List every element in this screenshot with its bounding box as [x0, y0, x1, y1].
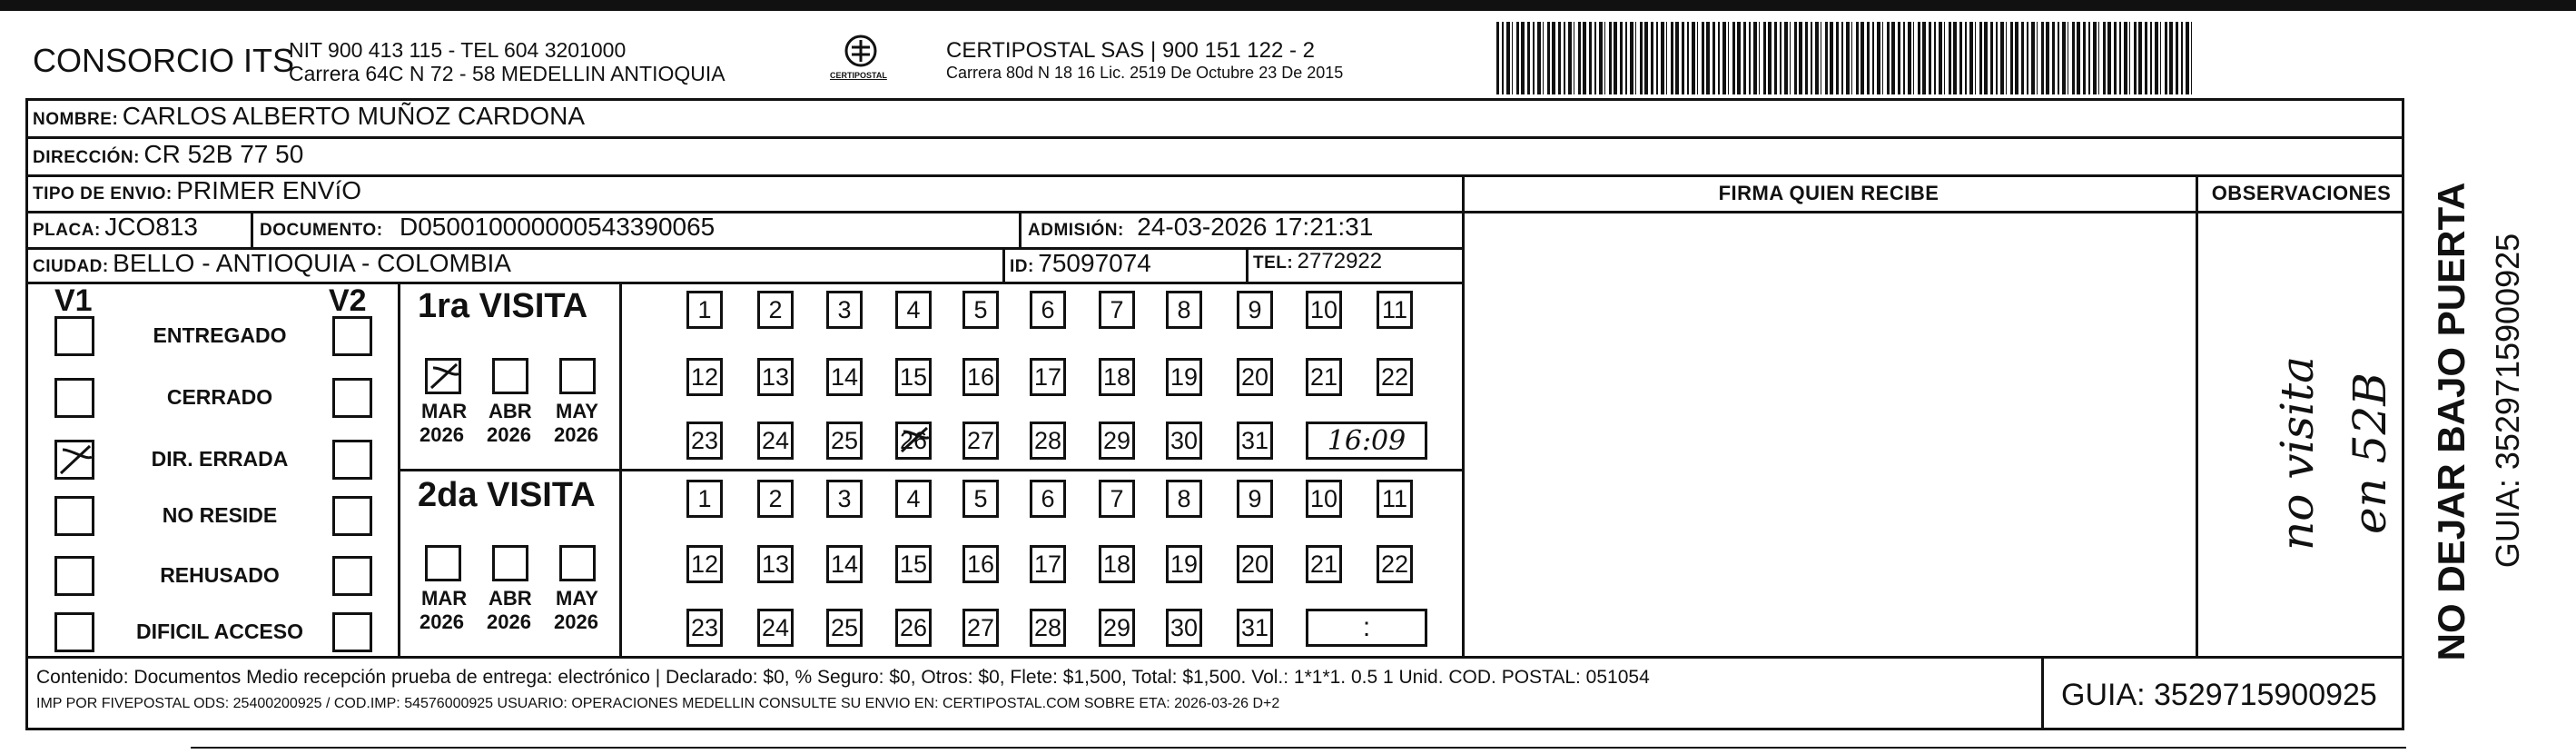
day-box[interactable]: 26 [895, 422, 932, 460]
day-box[interactable]: 19 [1166, 358, 1202, 396]
tipo-value: PRIMER ENVíO [176, 176, 362, 204]
v1-header: V1 [54, 283, 93, 318]
day-box[interactable]: 12 [686, 358, 723, 396]
id-label: ID: [1010, 257, 1034, 276]
nombre-row [33, 102, 585, 131]
day-box[interactable]: 3 [826, 291, 863, 329]
check-mark-icon [898, 424, 931, 457]
day-box[interactable]: 7 [1099, 480, 1135, 518]
top-border [0, 0, 2576, 11]
direccion-label: DIRECCIÓN: [33, 148, 140, 167]
month-label: MAR [421, 587, 468, 610]
month-label: ABR [489, 587, 532, 610]
v2-checkbox[interactable] [332, 316, 372, 356]
v2-checkbox[interactable] [332, 496, 372, 536]
day-box[interactable]: 7 [1099, 291, 1135, 329]
day-box[interactable]: 30 [1166, 422, 1202, 460]
month-checkbox[interactable] [559, 545, 596, 581]
tel-row [1253, 249, 1382, 274]
observaciones-label: OBSERVACIONES [2211, 182, 2392, 204]
day-box[interactable]: 26 [895, 609, 932, 647]
month-checkbox[interactable] [492, 545, 528, 581]
day-box[interactable]: 8 [1166, 291, 1202, 329]
tel-value: 2772922 [1297, 249, 1383, 273]
placa-row [33, 213, 198, 242]
side-guia: GUIA: 3529715900925 [2489, 233, 2526, 569]
day-box[interactable]: 29 [1099, 422, 1135, 460]
day-box[interactable]: 20 [1237, 545, 1273, 583]
month-checkbox[interactable] [492, 358, 528, 394]
day-box[interactable]: 21 [1306, 358, 1342, 396]
time-box[interactable]: : [1306, 609, 1427, 647]
month-checkbox[interactable] [425, 358, 461, 394]
day-box[interactable]: 9 [1237, 291, 1273, 329]
company-nit-line: NIT 900 413 115 - TEL 604 3201000 [289, 38, 627, 62]
direccion-value: CR 52B 77 50 [143, 140, 304, 168]
v2-checkbox[interactable] [332, 612, 372, 652]
month-label: MAY [556, 587, 598, 610]
v1-checkbox[interactable] [54, 440, 94, 480]
status-option-label: REHUSADO [160, 563, 280, 587]
ciudad-label: CIUDAD: [33, 257, 109, 276]
day-box[interactable]: 10 [1306, 480, 1342, 518]
v1-checkbox[interactable] [54, 378, 94, 418]
day-box[interactable]: 8 [1166, 480, 1202, 518]
day-box[interactable]: 25 [826, 422, 863, 460]
day-box[interactable]: 2 [757, 480, 794, 518]
check-mark-icon [428, 361, 460, 393]
v2-header: V2 [329, 283, 367, 318]
day-box[interactable]: 12 [686, 545, 723, 583]
day-box[interactable]: 10 [1306, 291, 1342, 329]
year-label: 2026 [554, 423, 598, 446]
day-box[interactable]: 22 [1377, 358, 1413, 396]
day-box[interactable]: 17 [1030, 358, 1066, 396]
direccion-row [33, 140, 303, 169]
status-option-label: NO RESIDE [162, 503, 278, 527]
day-box[interactable]: 13 [757, 358, 794, 396]
day-box[interactable]: 21 [1306, 545, 1342, 583]
day-box[interactable]: 23 [686, 422, 723, 460]
status-option-label: DIR. ERRADA [151, 447, 289, 471]
documento-row [260, 213, 715, 242]
day-box[interactable]: 5 [962, 480, 999, 518]
v2-checkbox[interactable] [332, 556, 372, 596]
day-box[interactable]: 9 [1237, 480, 1273, 518]
logo-text: CERTIPOSTAL [830, 71, 887, 80]
id-value: 75097074 [1038, 249, 1151, 277]
day-box[interactable]: 24 [757, 422, 794, 460]
day-box[interactable]: 11 [1377, 480, 1413, 518]
placa-label: PLACA: [33, 221, 101, 240]
v1-checkbox[interactable] [54, 496, 94, 536]
status-option-label: DIFICIL ACCESO [135, 620, 303, 643]
year-label: 2026 [487, 610, 531, 633]
observaciones-handwritten-2: en 52B [2344, 372, 2396, 535]
day-box[interactable]: 2 [757, 291, 794, 329]
id-row [1010, 249, 1151, 278]
day-box[interactable]: 13 [757, 545, 794, 583]
day-box[interactable]: 16 [962, 545, 999, 583]
admision-value: 24-03-2026 17:21:31 [1137, 213, 1374, 241]
day-box[interactable]: 20 [1237, 358, 1273, 396]
day-box[interactable]: 1 [686, 291, 723, 329]
day-box[interactable]: 22 [1377, 545, 1413, 583]
day-box[interactable]: 6 [1030, 291, 1066, 329]
v1-checkbox[interactable] [54, 612, 94, 652]
day-box[interactable]: 28 [1030, 422, 1066, 460]
footer-guia: GUIA: 3529715900925 [2061, 678, 2377, 712]
day-box[interactable]: 28 [1030, 609, 1066, 647]
certipostal-logo-icon [824, 33, 897, 89]
barcode [1496, 22, 2196, 94]
day-box[interactable]: 18 [1099, 545, 1135, 583]
carrier-license-line: Carrera 80d N 18 16 Lic. 2519 De Octubre 23 De 2015 [946, 64, 1344, 82]
ciudad-row [33, 249, 511, 278]
day-box[interactable]: 31 [1237, 609, 1273, 647]
month-checkbox[interactable] [425, 545, 461, 581]
month-label: MAY [556, 400, 598, 422]
ciudad-value: BELLO - ANTIOQUIA - COLOMBIA [113, 249, 511, 277]
v1-checkbox[interactable] [54, 556, 94, 596]
v2-checkbox[interactable] [332, 378, 372, 418]
day-box[interactable]: 19 [1166, 545, 1202, 583]
status-option-label: ENTREGADO [153, 323, 287, 347]
day-box[interactable]: 17 [1030, 545, 1066, 583]
day-box[interactable]: 11 [1377, 291, 1413, 329]
firma-header [1462, 182, 2196, 205]
day-box[interactable]: 1 [686, 480, 723, 518]
day-box[interactable]: 27 [962, 422, 999, 460]
documento-value: D050010000000543390065 [400, 213, 716, 241]
v2-checkbox[interactable] [332, 440, 372, 480]
day-box[interactable]: 16 [962, 358, 999, 396]
status-option-label: CERRADO [166, 385, 273, 409]
day-box[interactable]: 14 [826, 545, 863, 583]
day-box[interactable]: 25 [826, 609, 863, 647]
year-label: 2026 [554, 610, 598, 633]
year-label: 2026 [419, 610, 464, 633]
day-box[interactable]: 4 [895, 291, 932, 329]
admision-row [1028, 213, 1373, 242]
day-box[interactable]: 15 [895, 545, 932, 583]
nombre-value: CARLOS ALBERTO MUÑOZ CARDONA [122, 102, 586, 130]
month-checkbox[interactable] [559, 358, 596, 394]
nombre-label: NOMBRE: [33, 110, 119, 129]
observaciones-header [2198, 182, 2404, 205]
day-box[interactable]: 4 [895, 480, 932, 518]
tipo-label: TIPO DE ENVIO: [33, 184, 173, 203]
day-box[interactable]: 30 [1166, 609, 1202, 647]
month-label: ABR [489, 400, 532, 422]
observaciones-handwritten-1: no visita [2271, 356, 2324, 551]
tel-label: TEL: [1253, 253, 1294, 273]
day-box[interactable]: 15 [895, 358, 932, 396]
time-box[interactable]: 16:09 [1306, 422, 1427, 460]
documento-label: DOCUMENTO: [260, 221, 383, 240]
tipo-row [33, 176, 361, 205]
placa-value: JCO813 [104, 213, 198, 241]
day-box[interactable]: 24 [757, 609, 794, 647]
day-box[interactable]: 27 [962, 609, 999, 647]
year-label: 2026 [419, 423, 464, 446]
certipostal-logo [824, 33, 897, 89]
day-box[interactable]: 6 [1030, 480, 1066, 518]
day-box[interactable]: 3 [826, 480, 863, 518]
visit1-title: 1ra VISITA [418, 287, 588, 325]
firma-label: FIRMA QUIEN RECIBE [1718, 182, 1939, 204]
admision-label: ADMISIÓN: [1028, 221, 1124, 240]
footer-impresion: IMP POR FIVEPOSTAL ODS: 25400200925 / COD.IMP: 54576000925 USUARIO: OPERACIONES MEDELLIN CONSULTE SU ENVIO EN: CERTIPOSTAL.COM SOBRE ETA: 2026-03-26 D+2 [36, 696, 1280, 711]
year-label: 2026 [487, 423, 531, 446]
company-name: CONSORCIO ITS [33, 42, 295, 79]
day-box[interactable]: 29 [1099, 609, 1135, 647]
v1-checkbox[interactable] [54, 316, 94, 356]
side-warning: NO DEJAR BAJO PUERTA [2430, 182, 2472, 661]
visit2-title: 2da VISITA [418, 476, 596, 514]
check-mark-icon [57, 442, 94, 479]
day-box[interactable]: 23 [686, 609, 723, 647]
day-box[interactable]: 5 [962, 291, 999, 329]
carrier-line: CERTIPOSTAL SAS | 900 151 122 - 2 [946, 38, 1315, 63]
month-label: MAR [421, 400, 468, 422]
company-address-line: Carrera 64C N 72 - 58 MEDELLIN ANTIOQUIA [289, 62, 725, 85]
day-box[interactable]: 18 [1099, 358, 1135, 396]
day-box[interactable]: 14 [826, 358, 863, 396]
footer-contenido: Contenido: Documentos Medio recepción prueba de entrega: electrónico | Declarado: $0, % Seguro: $0, Otros: $0, Flete: $1,500, Total: $1,500. Vol.: 1*1*1. 0.5 1 Unid. COD. POSTAL: 051054 [36, 667, 1650, 688]
day-box[interactable]: 31 [1237, 422, 1273, 460]
